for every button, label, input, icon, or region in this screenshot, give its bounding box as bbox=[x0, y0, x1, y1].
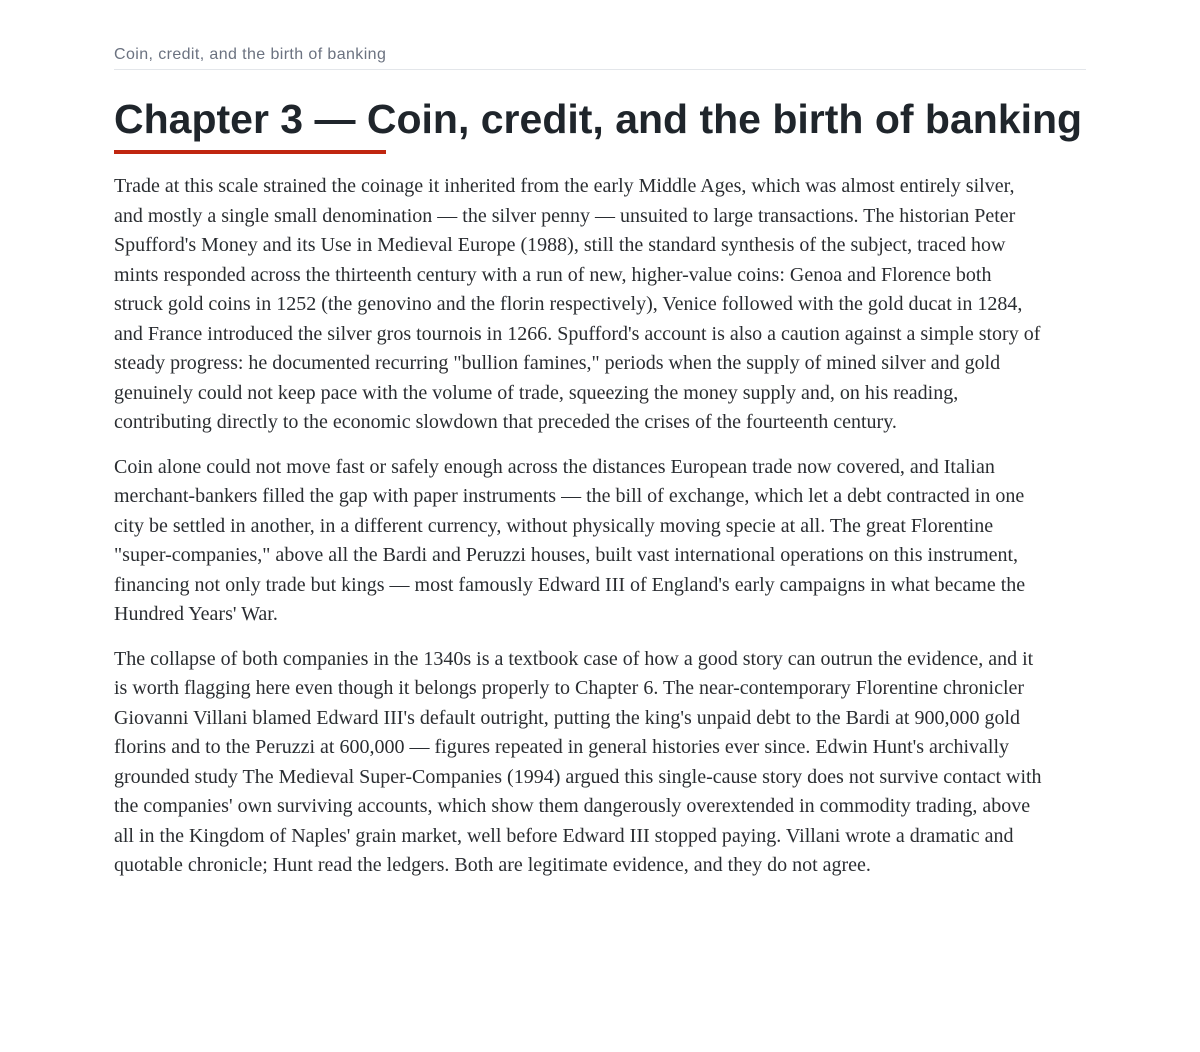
body-paragraph: The collapse of both companies in the 1340s is a textbook case of how a good story can outrun the evidence, and it is worth flagging here even though it belongs properly to Chapter 6. The near-contemporary Florentine chronicler Giovanni Villani blamed Edward III's default outright, putting the king's unpaid debt to the Bardi at 900,000 gold florins and to the Peruzzi at 600,000 — figures repeated in general histories ever since. Edwin Hunt's archivally grounded study The Medieval Super-Companies (1994) argued this single-cause story does not survive contact with the companies' own surviving accounts, which show them dangerously overextended in commodity trading, above all in the Kingdom of Naples' grain market, well before Edward III stopped paying. Villani wrote a dramatic and quotable chronicle; Hunt read the ledgers. Both are legitimate evidence, and they do not agree. bbox=[114, 647, 1042, 876]
title-accent-rule bbox=[114, 150, 386, 154]
chapter-title: Chapter 3 — Coin, credit, and the birth of banking bbox=[114, 96, 1083, 142]
body-paragraph: Trade at this scale strained the coinage it inherited from the early Middle Ages, which was almost entirely silver, and mostly a single small denomination — the silver penny — unsuited to large transactions. The historian Peter Spufford's Money and its Use in Medieval Europe (1988), still the standard synthesis of the subject, traced how mints responded across the thirteenth century with a run of new, higher-value coins: Genoa and Florence both struck gold coins in 1252 (the genovino and the florin respectively), Venice followed with the gold ducat in 1284, and France introduced the silver gros tournois in 1266. Spufford's account is also a caution against a simple story of steady progress: he documented recurring "bullion famines," periods when the supply of mined silver and gold genuinely could not keep pace with the volume of trade, squeezing the money supply and, on his reading, contributing directly to the economic slowdown that preceded the crises of the fourteenth century. bbox=[114, 175, 1041, 433]
running-header: Coin, credit, and the birth of banking bbox=[114, 44, 1086, 70]
chapter-body bbox=[114, 172, 1044, 896]
body-paragraph: Coin alone could not move fast or safely enough across the distances European trade now covered, and Italian merchant-bankers filled the gap with paper instruments — the bill of exchange, which let a debt contracted in one city be settled in another, in a different currency, without physically moving specie at all. The great Florentine "super-companies," above all the Bardi and Peruzzi houses, built vast international operations on this instrument, financing not only trade but kings — most famously Edward III of England's early campaigns in what became the Hundred Years' War. bbox=[114, 455, 1026, 625]
